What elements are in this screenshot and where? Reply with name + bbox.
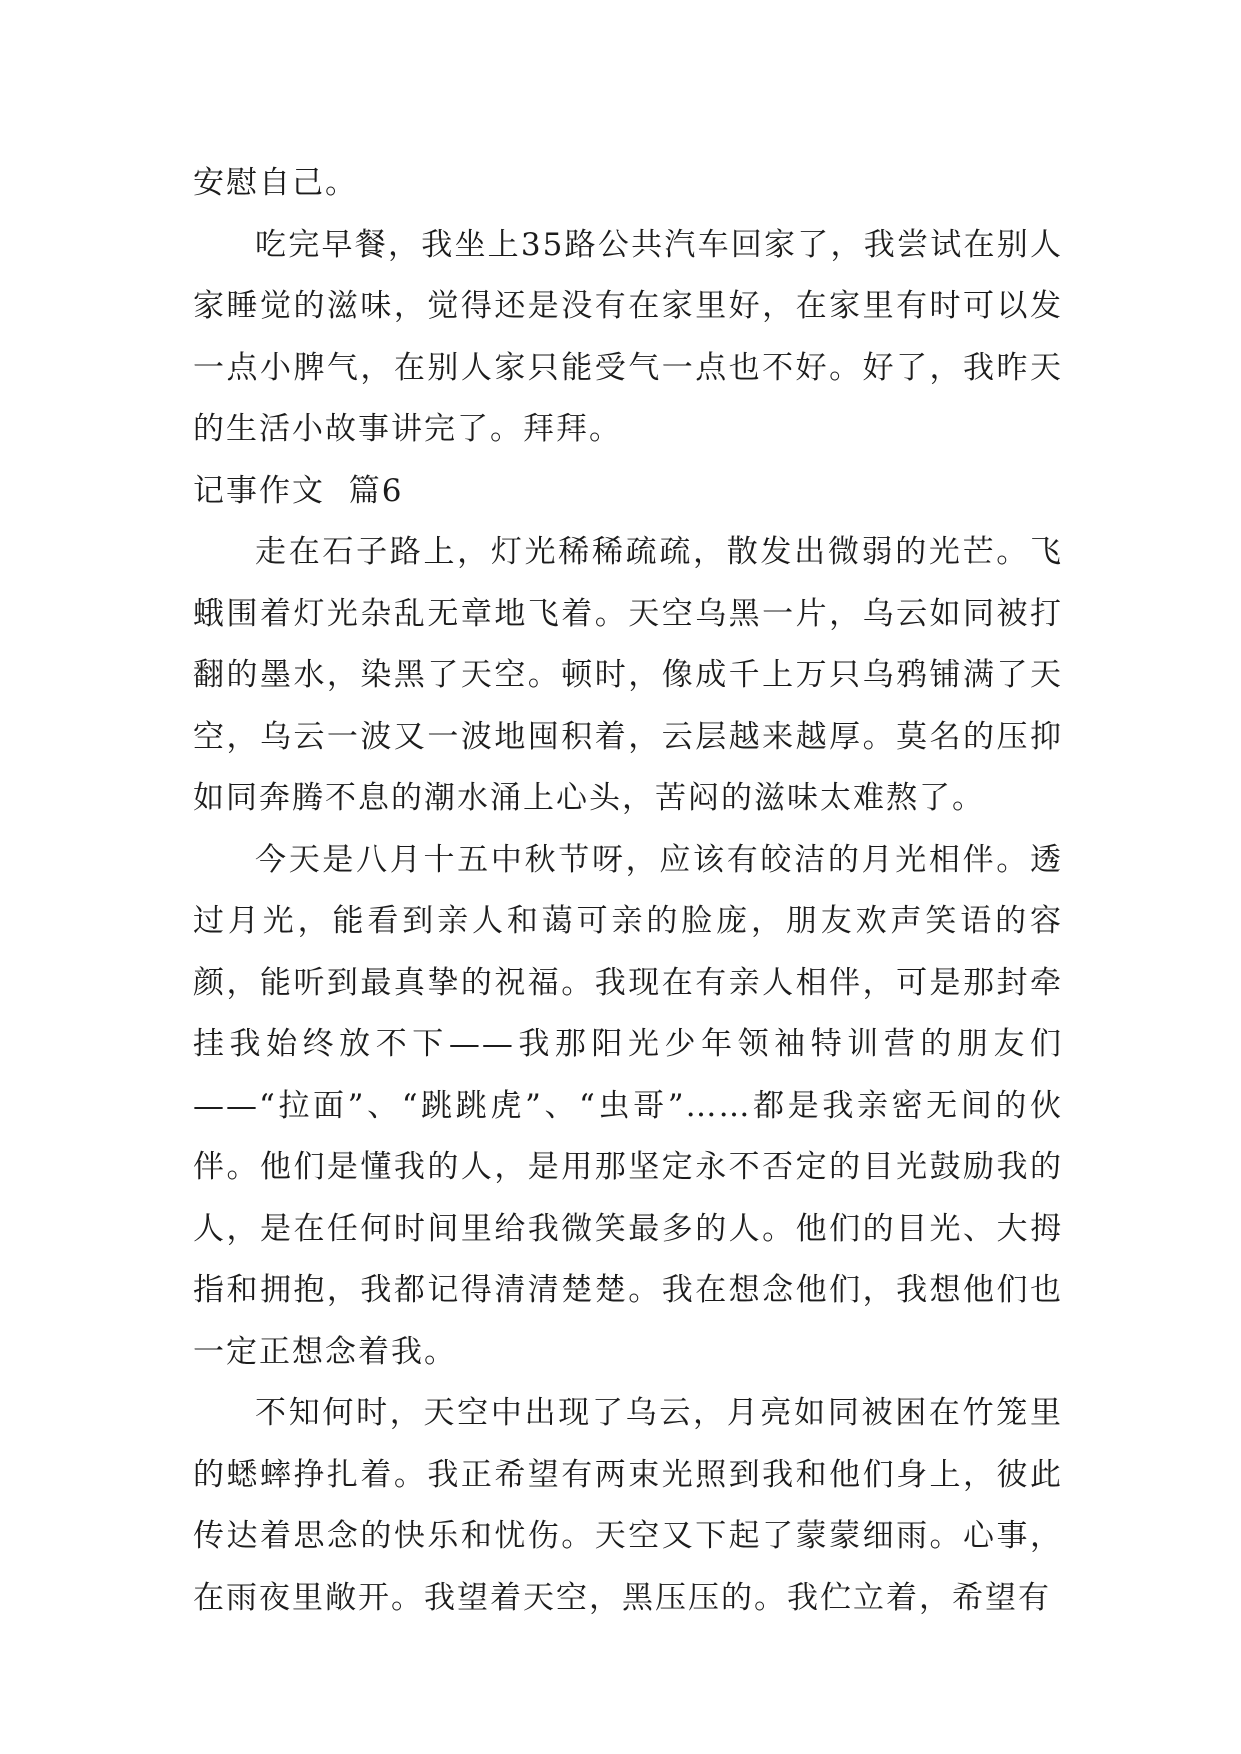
document-body <box>193 153 1063 1629</box>
paragraph-continued: 安慰自己。 <box>193 165 358 201</box>
paragraph: 今天是八月十五中秋节呀，应该有皎洁的月光相伴。透过月光，能看到亲人和蔼可亲的脸庞，朋友欢声笑语的容颜，能听到最真挚的祝福。我现在有亲人相伴，可是那封牵挂我始终放不下——我那阳光少年领袖特训营的朋友们——“拉面”、“跳跳虎”、“虫哥”……都是我亲密无间的伙伴。他们是懂我的人，是用那坚定永不否定的目光鼓励我的人，是在任何时间里给我微笑最多的人。他们的目光、大拇指和拥抱，我都记得清清楚楚。我在想念他们，我想他们也一定正想念着我。 <box>193 841 1063 1370</box>
paragraph: 走在石子路上，灯光稀稀疏疏，散发出微弱的光芒。飞蛾围着灯光杂乱无章地飞着。天空乌黑一片，乌云如同被打翻的墨水，染黑了天空。顿时，像成千上万只乌鸦铺满了天空，乌云一波又一波地囤积着，云层越来越厚。莫名的压抑如同奔腾不息的潮水涌上心头，苦闷的滋味太难熬了。 <box>193 534 1063 816</box>
paragraph: 不知何时，天空中出现了乌云，月亮如同被困在竹笼里的蟋蟀挣扎着。我正希望有两束光照到我和他们身上，彼此传达着思念的快乐和忧伤。天空又下起了蒙蒙细雨。心事，在雨夜里敞开。我望着天空，黑压压的。我伫立着，希望有 <box>193 1395 1063 1616</box>
paragraph: 吃完早餐，我坐上35路公共汽车回家了，我尝试在别人家睡觉的滋味，觉得还是没有在家里好，在家里有时可以发一点小脾气，在别人家只能受气一点也不好。好了，我昨天的生活小故事讲完了。拜拜。 <box>193 226 1063 447</box>
section-heading: 记事作文 篇6 <box>193 472 404 509</box>
